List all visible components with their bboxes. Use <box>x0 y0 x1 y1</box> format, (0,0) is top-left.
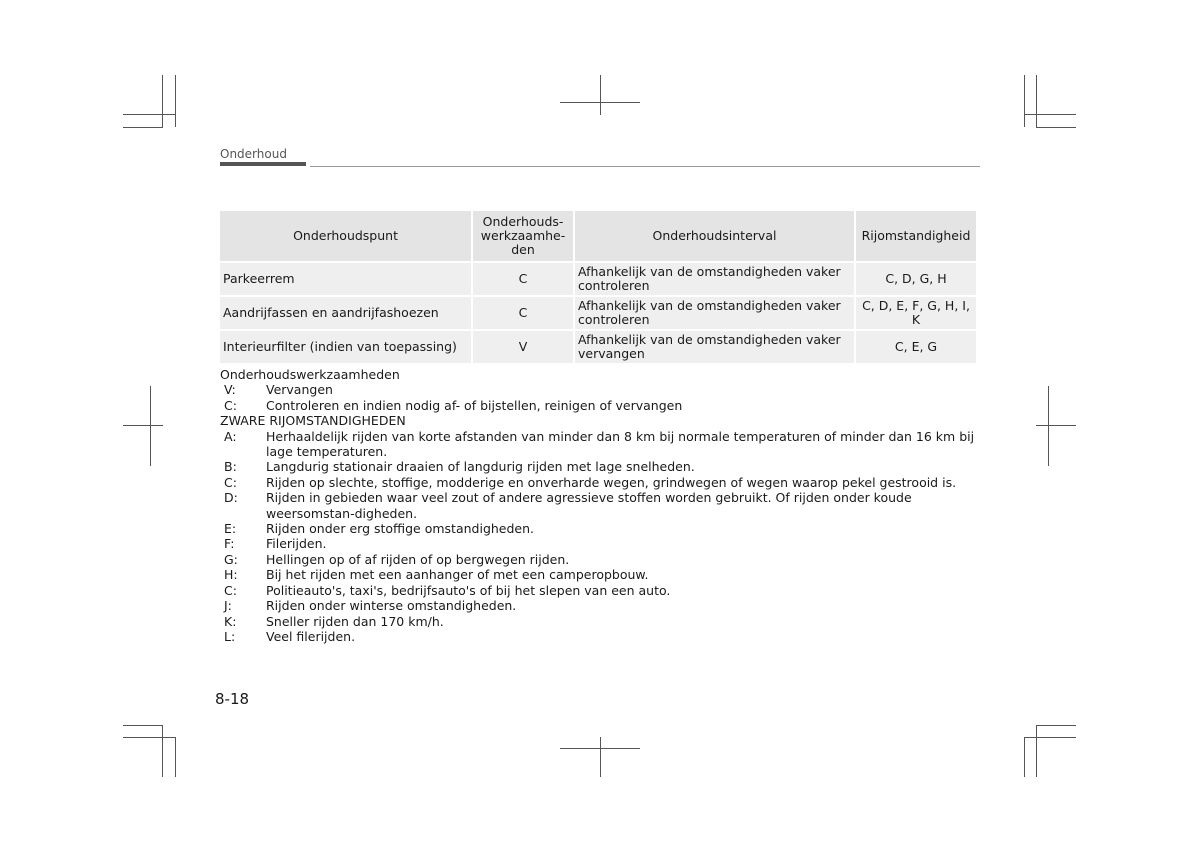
crop-mark <box>1036 725 1076 726</box>
registration-mark <box>150 386 151 466</box>
legend-key: B: <box>224 459 237 475</box>
table-header-row <box>220 211 976 261</box>
legend-key: C: <box>224 397 237 413</box>
legend <box>220 367 980 644</box>
registration-mark <box>123 425 163 426</box>
cell-work: C <box>473 263 573 295</box>
maintenance-table <box>218 209 978 365</box>
cell-work: V <box>473 331 573 363</box>
legend-key: V: <box>224 382 236 398</box>
legend-item <box>220 567 980 582</box>
legend-text: Hellingen op of af rijden of op bergwegen rijden. <box>266 551 570 567</box>
header-driving-condition: Rijomstandigheid <box>856 211 976 261</box>
conditions-legend-title: ZWARE RIJOMSTANDIGHEDEN <box>220 413 406 429</box>
legend-text: Controleren en indien nodig af- of bijstellen, reinigen of vervangen <box>266 397 683 413</box>
registration-mark <box>1048 386 1049 466</box>
crop-mark <box>162 725 163 777</box>
section-divider <box>310 166 980 167</box>
table-row <box>220 331 976 363</box>
legend-item <box>220 475 980 490</box>
crop-mark <box>1024 737 1076 738</box>
legend-item <box>220 429 980 460</box>
legend-item <box>220 614 980 629</box>
crop-mark <box>1036 75 1037 127</box>
registration-mark <box>600 75 601 115</box>
crop-mark <box>1036 127 1076 128</box>
legend-text: Rijden onder erg stoffige omstandigheden. <box>266 521 535 537</box>
cell-conditions: C, D, G, H <box>856 263 976 295</box>
legend-text: Politieauto's, taxi's, bedrijfsauto's of bij het slepen van een auto. <box>266 582 671 598</box>
table-row <box>220 263 976 295</box>
table-row <box>220 297 976 329</box>
crop-mark <box>1024 114 1076 115</box>
crop-mark <box>1036 725 1037 777</box>
cell-item: Parkeerrem <box>220 263 471 295</box>
registration-mark <box>1036 425 1076 426</box>
legend-text: Herhaaldelijk rijden van korte afstanden van minder dan 8 km bij normale temperaturen of minder dan 16 km bij lage temperaturen. <box>266 428 975 460</box>
legend-text: Veel filerijden. <box>266 628 356 644</box>
cell-interval: Afhankelijk van de omstandigheden vaker controleren <box>575 297 854 329</box>
legend-key: L: <box>224 628 236 644</box>
legend-key: G: <box>224 551 238 567</box>
legend-text: Langdurig stationair draaien of langdurig rijden met lage snelheden. <box>266 459 695 475</box>
legend-item <box>220 459 980 474</box>
legend-key: A: <box>224 428 237 444</box>
legend-key: E: <box>224 521 237 537</box>
header-maintenance-item: Onderhoudspunt <box>220 211 471 261</box>
legend-text: Bij het rijden met een aanhanger of met een camperopbouw. <box>266 567 649 583</box>
cell-item: Interieurfilter (indien van toepassing) <box>220 331 471 363</box>
crop-mark <box>175 75 176 127</box>
section-bar <box>220 162 306 166</box>
work-legend-title: Onderhoudswerkzaamheden <box>220 367 400 382</box>
cell-conditions: C, E, G <box>856 331 976 363</box>
legend-item <box>220 490 980 521</box>
legend-text: Rijden onder winterse omstandigheden. <box>266 598 517 614</box>
legend-key: D: <box>224 490 238 506</box>
section-title: Onderhoud <box>220 147 287 161</box>
crop-mark <box>1024 75 1025 127</box>
conditions-list <box>220 429 980 645</box>
legend-item <box>220 583 980 598</box>
legend-text: Rijden in gebieden waar veel zout of andere agressieve stoffen worden gebruikt. Of rijden onder koude weersomstan-digheden. <box>266 490 912 521</box>
crop-mark <box>175 737 176 777</box>
cell-interval: Afhankelijk van de omstandigheden vaker controleren <box>575 263 854 295</box>
legend-item <box>220 552 980 567</box>
legend-key: J: <box>224 598 232 614</box>
legend-text: Vervangen <box>266 382 333 398</box>
legend-item <box>220 398 980 413</box>
legend-item <box>220 629 980 644</box>
crop-mark <box>162 75 163 127</box>
crop-mark <box>123 114 175 115</box>
cell-interval: Afhankelijk van de omstandigheden vaker vervangen <box>575 331 854 363</box>
legend-text: Sneller rijden dan 170 km/h. <box>266 613 444 629</box>
crop-mark <box>1024 737 1025 777</box>
legend-item <box>220 598 980 613</box>
crop-mark <box>123 725 163 726</box>
legend-key: C: <box>224 474 237 490</box>
legend-key: H: <box>224 567 238 583</box>
legend-key: K: <box>224 613 237 629</box>
legend-item <box>220 382 980 397</box>
legend-text: Filerijden. <box>266 536 327 552</box>
header-maintenance-interval: Onderhoudsinterval <box>575 211 854 261</box>
header-maintenance-work: Onderhouds- werkzaamhe- den <box>473 211 573 261</box>
legend-key: F: <box>224 536 235 552</box>
crop-mark <box>123 127 163 128</box>
cell-item: Aandrijfassen en aandrijfashoezen <box>220 297 471 329</box>
legend-item <box>220 521 980 536</box>
page-number: 8-18 <box>215 690 250 708</box>
registration-mark <box>600 737 601 777</box>
cell-conditions: C, D, E, F, G, H, I, K <box>856 297 976 329</box>
legend-item <box>220 536 980 551</box>
crop-mark <box>123 737 175 738</box>
legend-text: Rijden op slechte, stoffige, modderige en onverharde wegen, grindwegen of wegen waarop pekel gestrooid is. <box>266 474 957 490</box>
legend-key: C: <box>224 582 237 598</box>
cell-work: C <box>473 297 573 329</box>
